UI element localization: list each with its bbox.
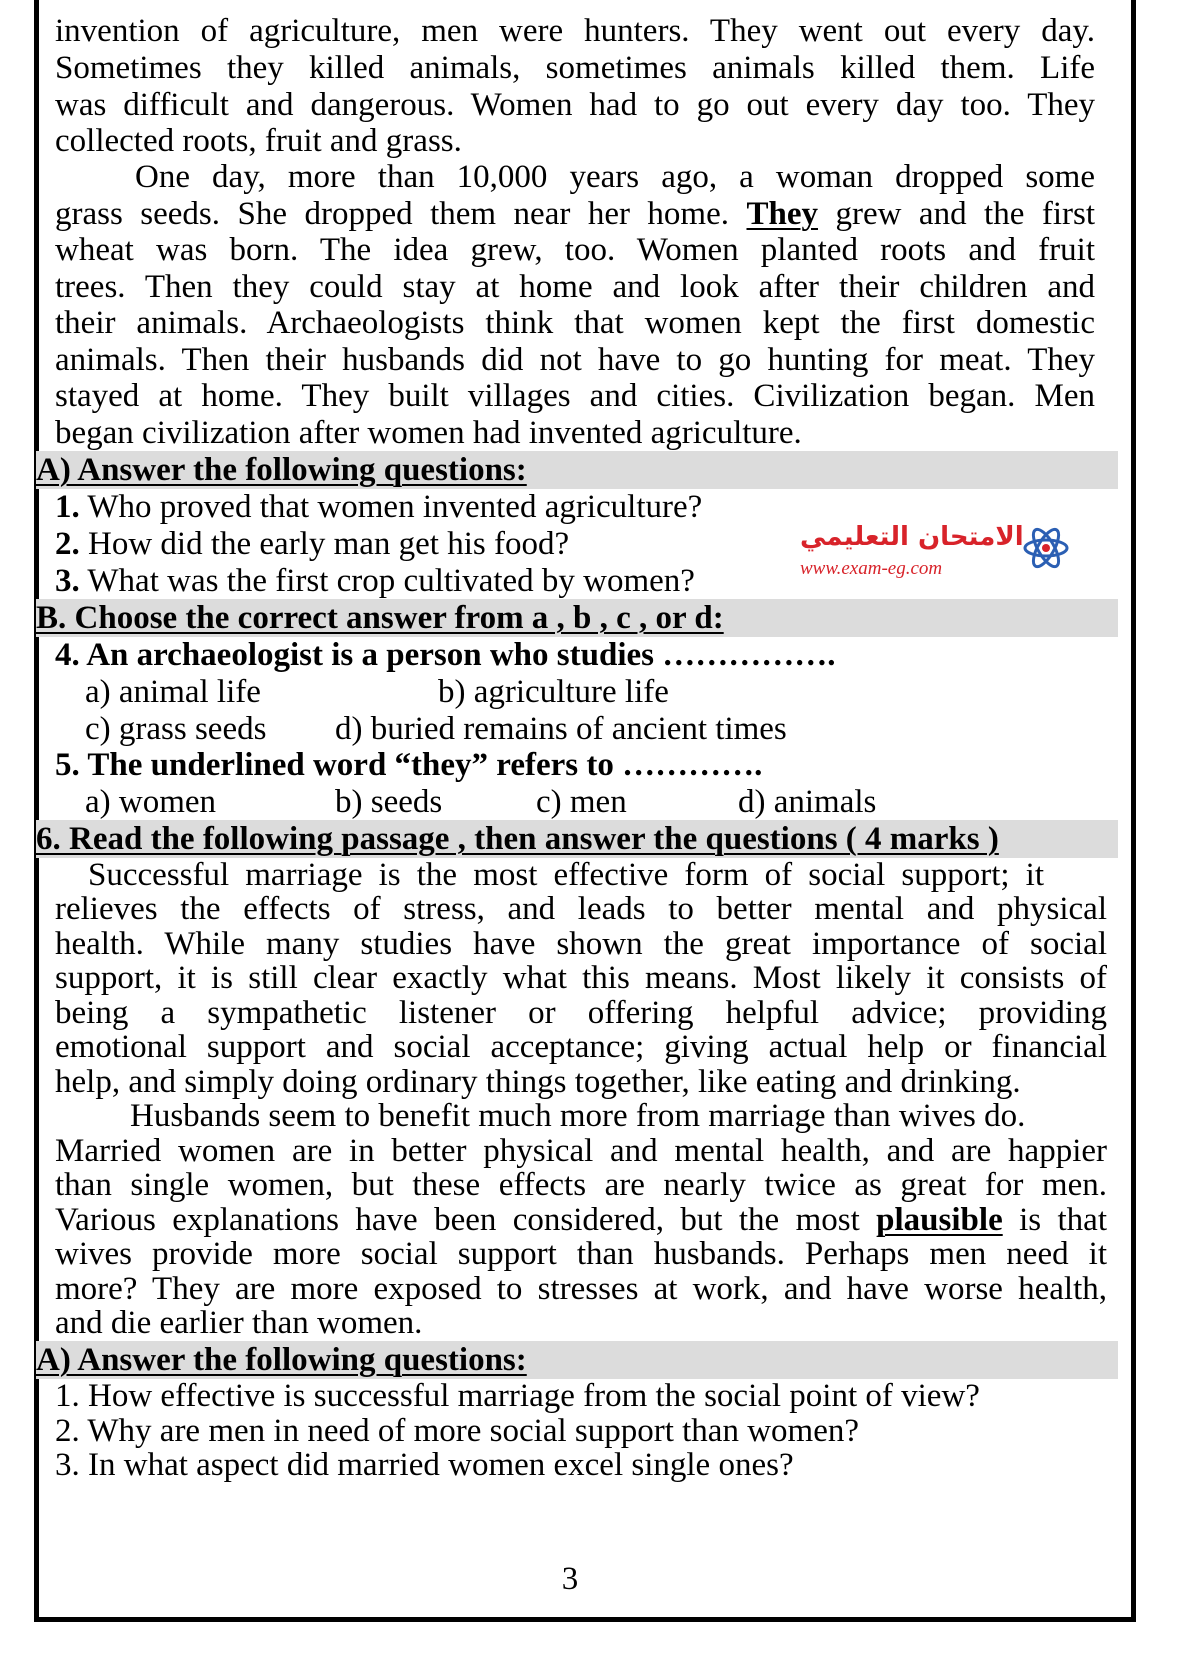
question-number: 1. (55, 489, 80, 525)
passage2-line: health. While many studies have shown the great importance of social (55, 926, 1107, 962)
exam-logo (800, 522, 1070, 588)
passage2-text: Various explanations have been considered, but the most (55, 1202, 860, 1238)
q4-option-c: c) grass seeds (85, 711, 267, 747)
underlined-word-they: They (746, 196, 818, 232)
question-text: What was the first crop cultivated by women? (87, 563, 695, 599)
section-a1-heading: A) Answer the following questions: (36, 452, 527, 488)
page-number: 3 (561, 1561, 579, 1597)
passage1-line: stayed at home. They built villages and cities. Civilization began. Men (55, 378, 1095, 414)
q4-option-b: b) agriculture life (438, 674, 669, 710)
passage1-line: One day, more than 10,000 years ago, a woman dropped some (135, 159, 1095, 195)
passage1-line-underlined (55, 195, 1095, 233)
passage1-text: grew and the first (835, 196, 1096, 232)
passage2-line: and die earlier than women. (55, 1305, 423, 1341)
question-1b: 1. How effective is successful marriage from the social point of view? (55, 1378, 980, 1414)
question-text: An archaeologist is a person who studies ……………. (86, 637, 836, 673)
passage1-line: collected roots, fruit and grass. (55, 123, 462, 159)
logo-arabic-text: الامتحان التعليمي (800, 522, 1024, 552)
passage2-line: being a sympathetic listener or offering helpful advice; providing (55, 995, 1107, 1031)
underlined-word-plausible: plausible (876, 1202, 1003, 1238)
passage2-line: Husbands seem to benefit much more from marriage than wives do. (130, 1098, 1026, 1134)
passage2-line: Married women are in better physical and mental health, and are happier (55, 1133, 1107, 1169)
passage2-line: support, it is still clear exactly what this means. Most likely it consists of (55, 960, 1107, 996)
passage1-line: animals. Then their husbands did not have to go hunting for meat. They (55, 342, 1095, 378)
question-text: How did the early man get his food? (88, 526, 570, 562)
question-3b: 3. In what aspect did married women excel single ones? (55, 1447, 794, 1483)
q5-option-a: a) women (85, 784, 217, 820)
passage1-line: was difficult and dangerous. Women had to go out every day too. They (55, 87, 1095, 123)
question-4 (55, 636, 1095, 674)
passage2-line: help, and simply doing ordinary things together, like eating and drinking. (55, 1064, 1021, 1100)
logo-url: www.exam-eg.com (800, 558, 943, 579)
passage1-line: began civilization after women had invented agriculture. (55, 415, 802, 451)
passage2-text: is that (1019, 1202, 1107, 1238)
question-1 (55, 488, 1095, 526)
question-2b: 2. Why are men in need of more social support than women? (55, 1413, 859, 1449)
question-number: 5. (55, 747, 80, 783)
passage2-line: relieves the effects of stress, and leads to better mental and physical (55, 891, 1107, 927)
passage1-line: invention of agriculture, men were hunters. They went out every day. (55, 13, 1095, 49)
question-text: The underlined word “they” refers to …………. (87, 747, 763, 783)
atom-icon (1022, 524, 1070, 572)
passage1-line: wheat was born. The idea grew, too. Women planted roots and fruit (55, 232, 1095, 268)
question-number: 4. (55, 637, 80, 673)
passage2-line: emotional support and social acceptance; giving actual help or financial (55, 1029, 1107, 1065)
passage2-line: Successful marriage is the most effective form of social support; it (88, 857, 1044, 893)
q5-option-d: d) animals (738, 784, 877, 820)
section-b-heading: B. Choose the correct answer from a , b , c , or d: (36, 600, 724, 636)
question-number: 3. (55, 563, 80, 599)
passage1-line: their animals. Archaeologists think that women kept the first domestic (55, 305, 1095, 341)
section-a2-heading: A) Answer the following questions: (36, 1342, 527, 1378)
question-5 (55, 746, 1095, 784)
passage1-line: Sometimes they killed animals, sometimes animals killed them. Life (55, 50, 1095, 86)
passage2-line: more? They are more exposed to stresses at work, and have worse health, (55, 1271, 1107, 1307)
question-number: 2. (55, 526, 80, 562)
passage2-line-underlined (55, 1201, 1107, 1239)
passage1-text: grass seeds. She dropped them near her home. (55, 196, 729, 232)
q5-option-b: b) seeds (335, 784, 443, 820)
passage2-line: wives provide more social support than husbands. Perhaps men need it (55, 1236, 1107, 1272)
question-text: Who proved that women invented agriculture? (87, 489, 703, 525)
q4-option-a: a) animal life (85, 674, 261, 710)
q5-option-c: c) men (536, 784, 627, 820)
passage2-line: than single women, but these effects are nearly twice as great for men. (55, 1167, 1107, 1203)
section-6-heading: 6. Read the following passage , then answer the questions ( 4 marks ) (36, 821, 999, 857)
q4-option-d: d) buried remains of ancient times (335, 711, 787, 747)
passage1-line: trees. Then they could stay at home and look after their children and (55, 269, 1095, 305)
